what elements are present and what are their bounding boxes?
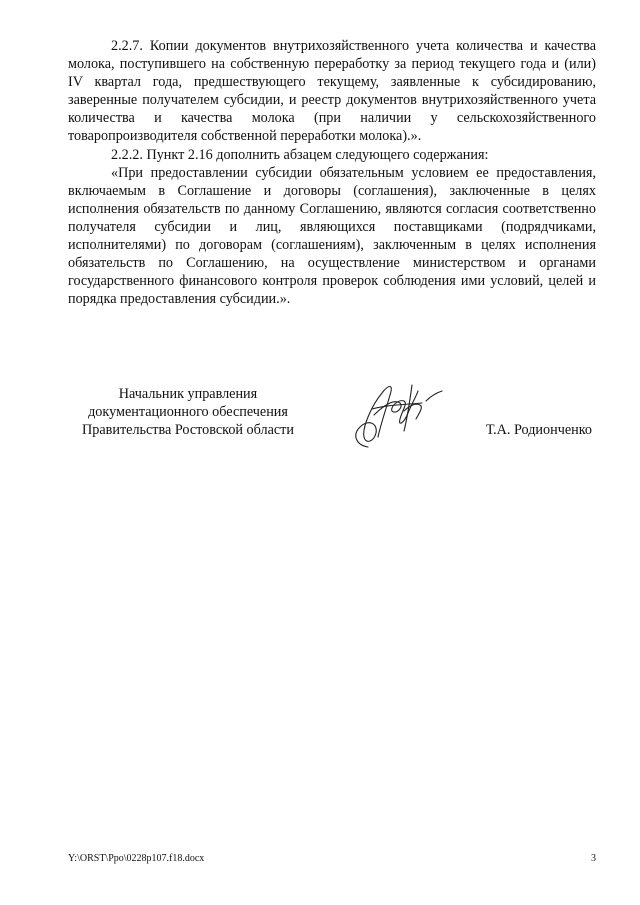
paragraph-quote: «При предоставлении субсидии обязательным условием ее предоставления, включаемым в Соглашение и договоры (соглашения), заключенные в целях исполнения обязательств по данному Соглашению, являются согласия соответственно получателя субсидии и лиц, являющихся поставщиками (подрядчиками, исполнителями) по договорам (соглашениям), заключенным в целях исполнения обязательств по Соглашению, на осуществление министерством и органами государственного финансового контроля проверок соблюдения ими условий, целей и порядка предоставления субсидии.».	[68, 164, 596, 308]
footer-file-path: Y:\ORST\Ppo\0228p107.f18.docx	[68, 853, 205, 864]
signer-name: Т.А. Родионченко	[485, 422, 592, 438]
paragraph-2-2-7: 2.2.7. Копии документов внутрихозяйственного учета количества и качества молока, поступившего на собственную переработку за период текущего года и (или) IV квартал года, предшествующего текущему, заявленные к субсидированию, заверенные получателем субсидии, и реестр документов внутрихозяйственного учета количества и качества молока (при наличии у сельскохозяйственного товаропроизводителя собственной переработки молока).».	[68, 38, 596, 145]
page-number: 3	[591, 853, 596, 864]
document-body	[68, 37, 596, 308]
position-line: документационного обеспечения	[88, 404, 288, 421]
position-line: Начальник управления	[118, 386, 258, 402]
position-line: Правительства Ростовской области	[82, 422, 294, 439]
handwritten-signature	[338, 375, 453, 455]
signature-block	[68, 385, 596, 455]
signer-position	[68, 385, 308, 439]
paragraph-2-2-2: 2.2.2. Пункт 2.16 дополнить абзацем следующего содержания:	[111, 146, 489, 163]
